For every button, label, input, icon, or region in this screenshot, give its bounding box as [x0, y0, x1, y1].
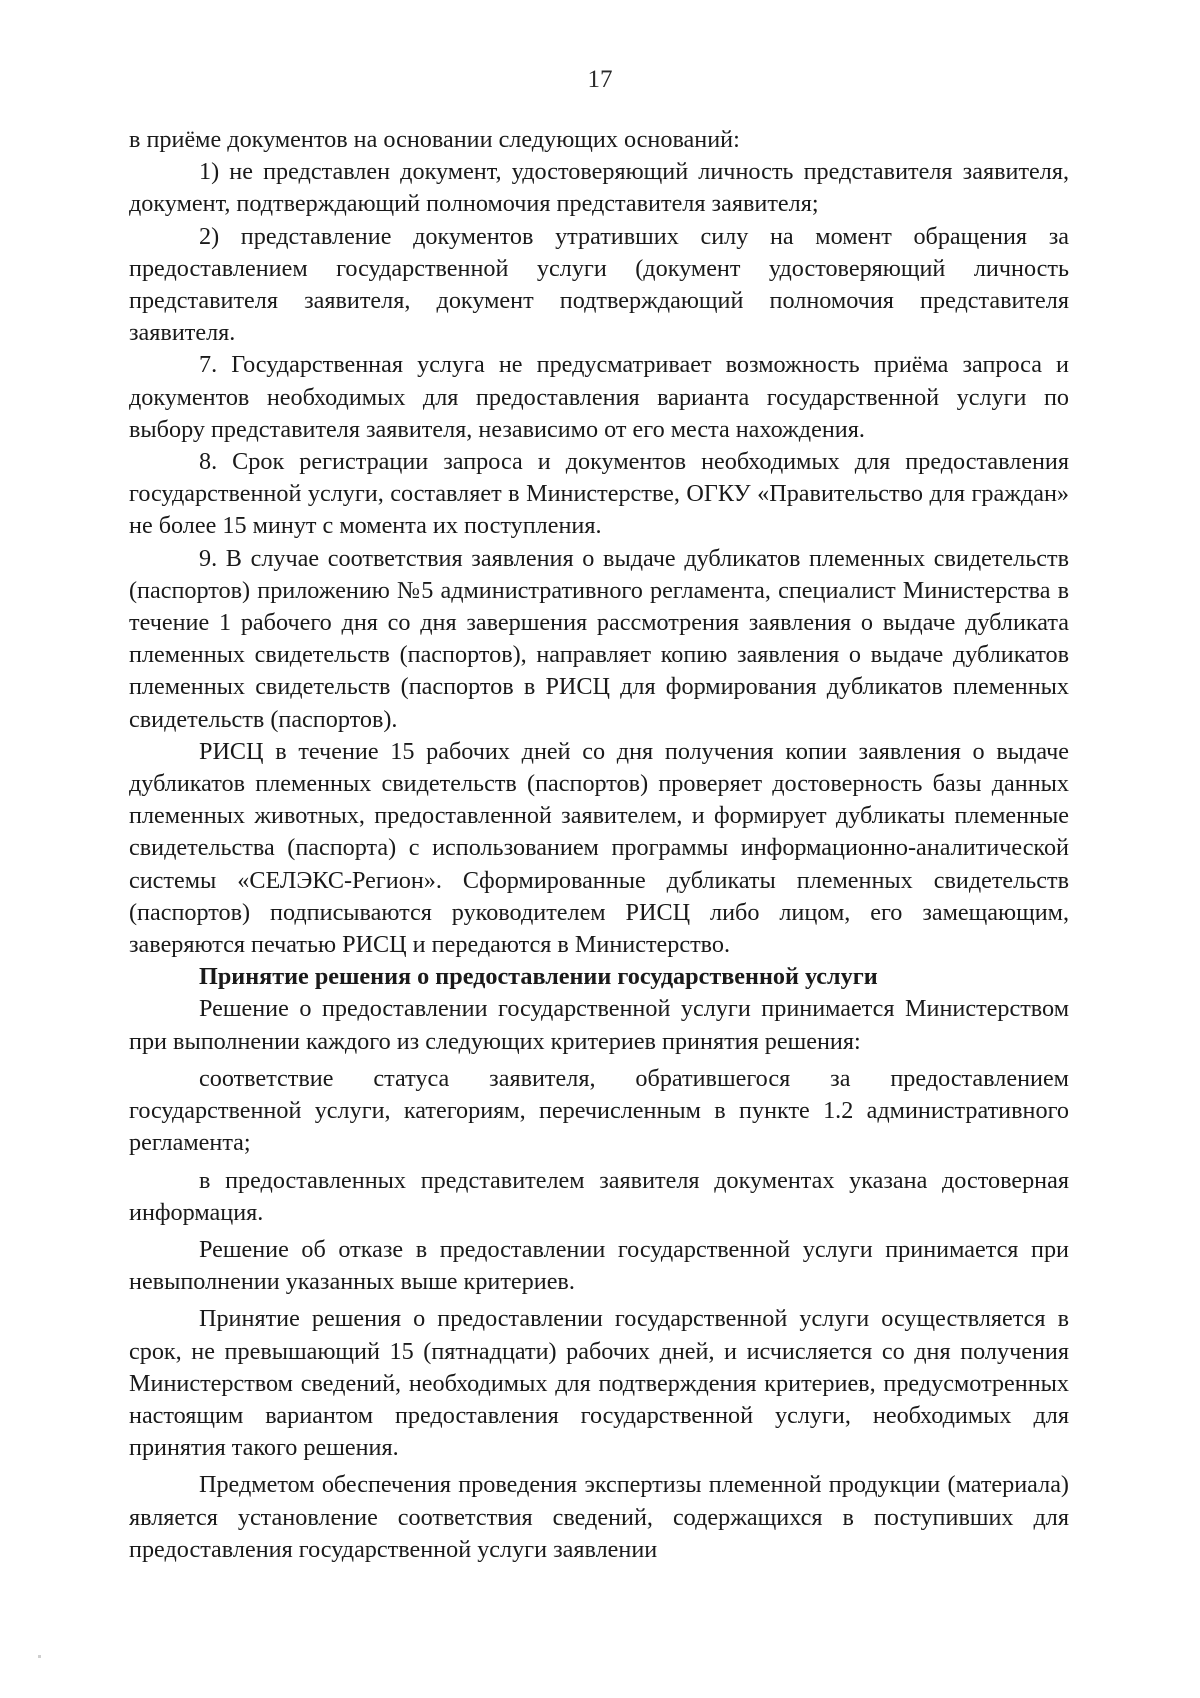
paragraph: 2) представление документов утративших силу на момент обращения за предоставлением государственной услуги (документ удостоверяющий личность представителя заявителя, документ подтверждающий полномочия представителя заявителя. — [129, 222, 1069, 347]
page-number: 17 — [587, 66, 613, 93]
paragraph: 8. Срок регистрации запроса и документов необходимых для предоставления государственной услуги, составляет в Министерстве, ОГКУ «Правительство для граждан» не более 15 минут с момента их поступления. — [129, 448, 1069, 540]
paragraph: 9. В случае соответствия заявления о выдаче дубликатов племенных свидетельств (паспортов) приложению №5 административного регламента, специалист Министерства в течение 1 рабочего дня со дня завершения рассмотрения заявления о выдаче дубликата племенных свидетельств (паспортов), направляет копию заявления о выдаче дубликатов племенных свидетельств (паспортов в РИСЦ для формирования дубликатов племенных свидетельств (паспортов). — [129, 544, 1069, 733]
paragraph: в приёме документов на основании следующих оснований: — [129, 126, 740, 153]
paragraph: 7. Государственная услуга не предусматривает возможность приёма запроса и документов необходимых для предоставления варианта государственной услуги по выбору представителя заявителя, независимо от его места нахождения. — [129, 351, 1069, 443]
paragraph: Предметом обеспечения проведения экспертизы племенной продукции (материала) является установление соответствия сведений, содержащихся в поступивших для предоставления государственной услуги заявлении — [129, 1471, 1069, 1563]
paragraph: Решение о предоставлении государственной услуги принимается Министерством при выполнении каждого из следующих критериев принятия решения: — [129, 995, 1069, 1055]
section-heading: Принятие решения о предоставлении государственной услуги — [199, 963, 878, 991]
paragraph: 1) не представлен документ, удостоверяющий личность представителя заявителя, документ, подтверждающий полномочия представителя заявителя; — [129, 158, 1069, 218]
paragraph: Решение об отказе в предоставлении государственной услуги принимается при невыполнении указанных выше критериев. — [129, 1235, 1069, 1296]
paragraph: Принятие решения о предоставлении государственной услуги осуществляется в срок, не превышающий 15 (пятнадцати) рабочих дней, и исчисляется со дня получения Министерством сведений, необходимых для подтверждения критериев, предусмотренных настоящим вариантом предоставления государственной услуги, необходимых для принятия такого решения. — [129, 1305, 1069, 1462]
paragraph: в предоставленных представителем заявителя документах указана достоверная информация. — [129, 1166, 1069, 1226]
document-body — [129, 124, 1069, 1566]
scan-mark — [38, 1655, 41, 1658]
paragraph: РИСЦ в течение 15 рабочих дней со дня получения копии заявления о выдаче дубликатов племенных свидетельств (паспортов) проверяет достоверность базы данных племенных животных, предоставленной заявителем, и формирует дубликаты племенные свидетельства (паспорта) с использованием программы информационно-аналитической системы «СЕЛЭКС-Регион». Сформированные дубликаты племенных свидетельств (паспортов) подписываются руководителем РИСЦ либо лицом, его замещающим, заверяются печатью РИСЦ и передаются в Министерство. — [129, 737, 1069, 959]
paragraph: соответствие статуса заявителя, обратившегося за предоставлением государственной услуги, категориям, перечисленным в пункте 1.2 административного регламента; — [129, 1064, 1069, 1157]
